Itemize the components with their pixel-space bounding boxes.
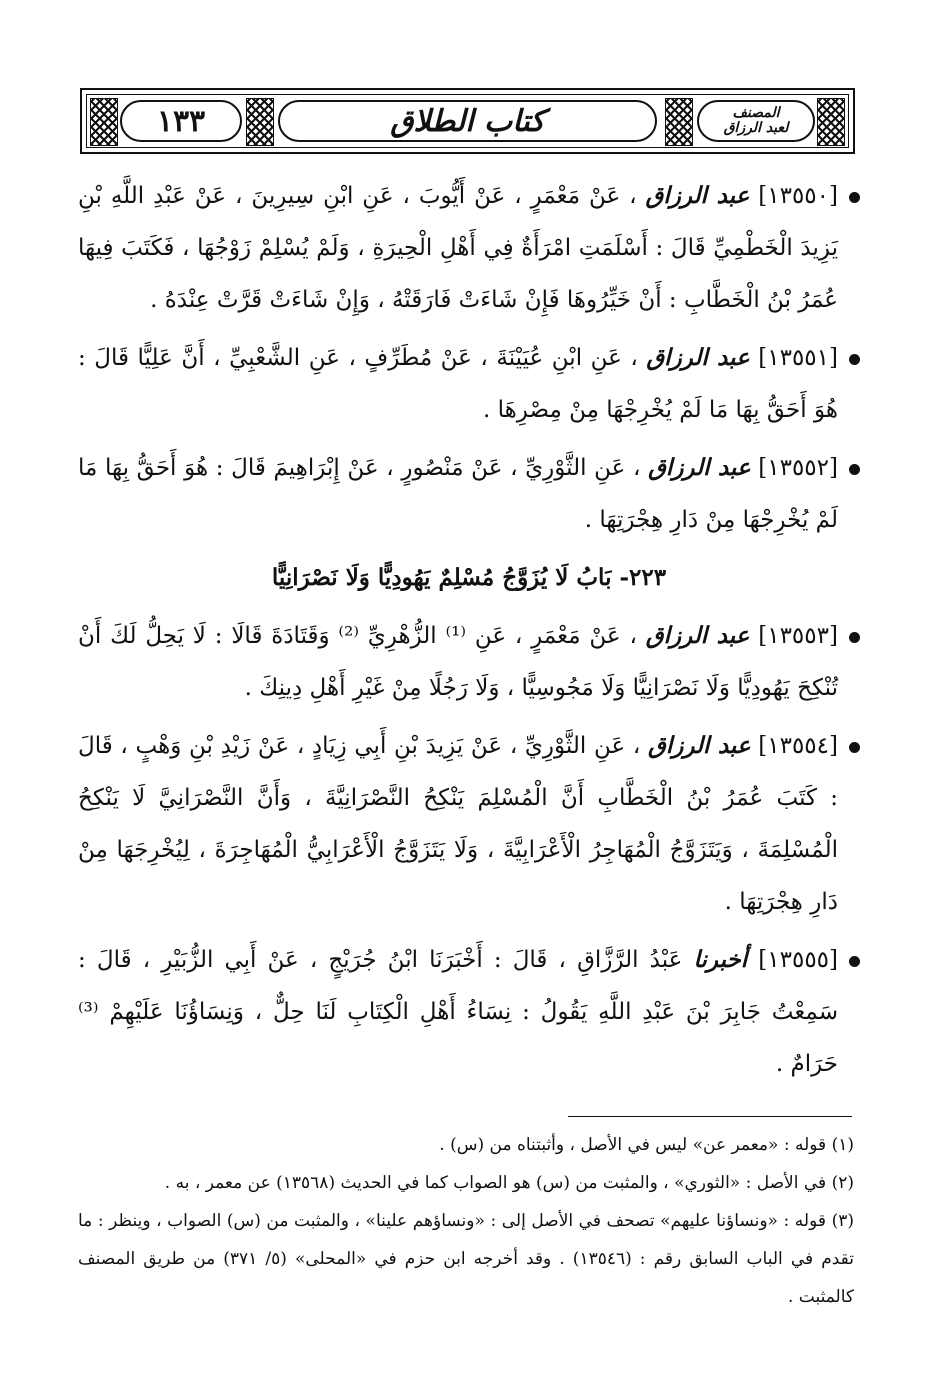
footnote: (١) قوله : «معمر عن» ليس في الأصل ، وأثبتناه من (س) . xyxy=(439,1135,854,1155)
page-header xyxy=(80,88,855,154)
narrator: عبد الرزاق xyxy=(648,732,751,759)
hadith-text: ، عَنِ الثَّوْرِيِّ ، عَنْ مَنْصُورٍ ، عَنْ إِبْرَاهِيمَ قَالَ : هُوَ أَحَقُّ بِهَا مَا لَمْ يُخْرِجْهَا مِنْ دَارِ هِجْرَتِهَا . xyxy=(78,455,838,533)
hadith-text: ، عَنِ الثَّوْرِيِّ ، عَنْ يَزِيدَ بْنِ أَبِي زِيَادٍ ، عَنْ زَيْدِ بْنِ وَهْبٍ ، قَالَ : كَتَبَ عُمَرُ بْنُ الْخَطَّابِ أَنَّ الْمُسْلِمَ يَنْكِحُ النَّصْرَانِيَّةَ ، وَأَنَّ النَّصْرَانِيَّ لَا يَنْكِحُ الْمُسْلِمَةَ ، وَيَتَزَوَّجُ الْمُهَاجِرُ الْأَعْرَابِيَّةَ ، وَلَا يَتَزَوَّجُ الْأَعْرَابِيُّ الْمُهَاجِرَةَ ، لِيُخْرِجَهَا مِنْ دَارِ هِجْرَتِهَا . xyxy=(78,733,838,915)
bullet-icon xyxy=(849,632,860,643)
bullet-icon xyxy=(849,742,860,753)
hadith-paragraph xyxy=(78,934,860,1090)
narrator: عبد الرزاق xyxy=(646,344,750,371)
hadith-number: [١٣٥٥١] xyxy=(758,345,838,371)
narrator: عبد الرزاق xyxy=(645,182,750,209)
footnotes xyxy=(78,1126,854,1316)
hadith-number: [١٣٥٥٥] xyxy=(758,947,839,973)
hadith-number: [١٣٥٥٢] xyxy=(758,455,838,481)
footnote-divider xyxy=(568,1116,852,1117)
ornament-icon xyxy=(665,98,693,146)
narrator: أخبرنا xyxy=(693,946,748,973)
page-number: ١٣٣ xyxy=(120,100,242,142)
hadith-paragraph xyxy=(78,170,860,326)
logo-line-1: المصنف xyxy=(732,105,780,121)
hadith-text: ، عَنْ مَعْمَرٍ ، عَنْ أَيُّوبَ ، عَنِ ابْنِ سِيرِينَ ، عَنْ عَبْدِ اللَّهِ بْنِ يَزِيدَ الْخَطْمِيِّ قَالَ : أَسْلَمَتِ امْرَأَةٌ فِي أَهْلِ الْحِيرَةِ ، وَلَمْ يُسْلِمْ زَوْجُهَا ، فَكَتَبَ فِيهَا عُمَرُ بْنُ الْخَطَّابِ : أَنْ خَيِّرُوهَا فَإِنْ شَاءَتْ فَارَقَتْهُ ، وَإِنْ شَاءَتْ قَرَّتْ عِنْدَهُ . xyxy=(78,183,838,313)
bullet-icon xyxy=(849,354,860,365)
narrator: عبد الرزاق xyxy=(645,622,750,649)
hadith-paragraph xyxy=(78,332,860,436)
logo-line-2: لعبد الرزاق xyxy=(723,120,789,136)
ornament-icon xyxy=(90,98,118,146)
hadith-text: عَبْدُ الرَّزَّاقِ ، قَالَ : أَخْبَرَنَا ابْنُ جُرَيْجٍ ، عَنْ أَبِي الزُّبَيْرِ ، قَالَ : سَمِعْتُ جَابِرَ بْنَ عَبْدِ اللَّهِ يَقُولُ : نِسَاءُ أَهْلِ الْكِتَابِ لَنَا حِلٌّ ، وَنِسَاؤُنَا عَلَيْهِمْ ⁽³⁾ حَرَامٌ . xyxy=(78,947,838,1077)
ornament-icon xyxy=(817,98,845,146)
ornament-icon xyxy=(246,98,274,146)
narrator: عبد الرزاق xyxy=(648,454,751,481)
hadith-paragraph xyxy=(78,610,860,714)
hadith-number: [١٣٥٥٤] xyxy=(758,733,839,759)
hadith-paragraph xyxy=(78,720,860,928)
hadith-paragraph xyxy=(78,442,860,546)
footnote: (٣) قوله : «ونساؤنا عليهم» تصحف في الأصل إلى : «ونساؤهم علينا» ، والمثبت من (س) الصواب ، وينظر : ما تقدم في الباب السابق رقم : (١٣٥٤٦) . وقد أخرجه ابن حزم في «المحلى» (٥/ ٣٧١) من طريق المصنف كالمثبت . xyxy=(78,1211,854,1307)
main-text xyxy=(78,170,860,1096)
bullet-icon xyxy=(849,956,860,967)
bullet-icon xyxy=(849,464,860,475)
hadith-text: ، عَنِ ابْنِ عُيَيْنَةَ ، عَنْ مُطَرِّفٍ ، عَنِ الشَّعْبِيِّ ، أَنَّ عَلِيًّا قَالَ : هُوَ أَحَقُّ بِهَا مَا لَمْ يُخْرِجْهَا مِنْ مِصْرِهَا . xyxy=(78,345,838,423)
footnote: (٢) في الأصل : «الثوري» ، والمثبت من (س) هو الصواب كما في الحديث (١٣٥٦٨) عن معمر ، به . xyxy=(164,1173,854,1193)
book-title: كتاب الطلاق xyxy=(278,100,657,142)
hadith-number: [١٣٥٥٠] xyxy=(758,183,838,209)
chapter-heading: ٢٢٣- بَابُ لَا يُزَوَّجُ مُسْلِمٌ يَهُودِيًّا وَلَا نَصْرَانِيًّا xyxy=(271,564,667,591)
bullet-icon xyxy=(849,192,860,203)
book-logo xyxy=(697,100,815,142)
hadith-text: ، عَنْ مَعْمَرٍ ، عَنِ ⁽¹⁾ الزُّهْرِيِّ ⁽²⁾ وَقَتَادَةَ قَالَا : لَا يَحِلُّ لَكَ أَنْ تُنْكِحَ يَهُودِيًّا وَلَا نَصْرَانِيًّا وَلَا مَجُوسِيًّا ، وَلَا رَجُلًا مِنْ غَيْرِ أَهْلِ دِينِكَ . xyxy=(78,623,838,701)
hadith-number: [١٣٥٥٣] xyxy=(758,623,838,649)
